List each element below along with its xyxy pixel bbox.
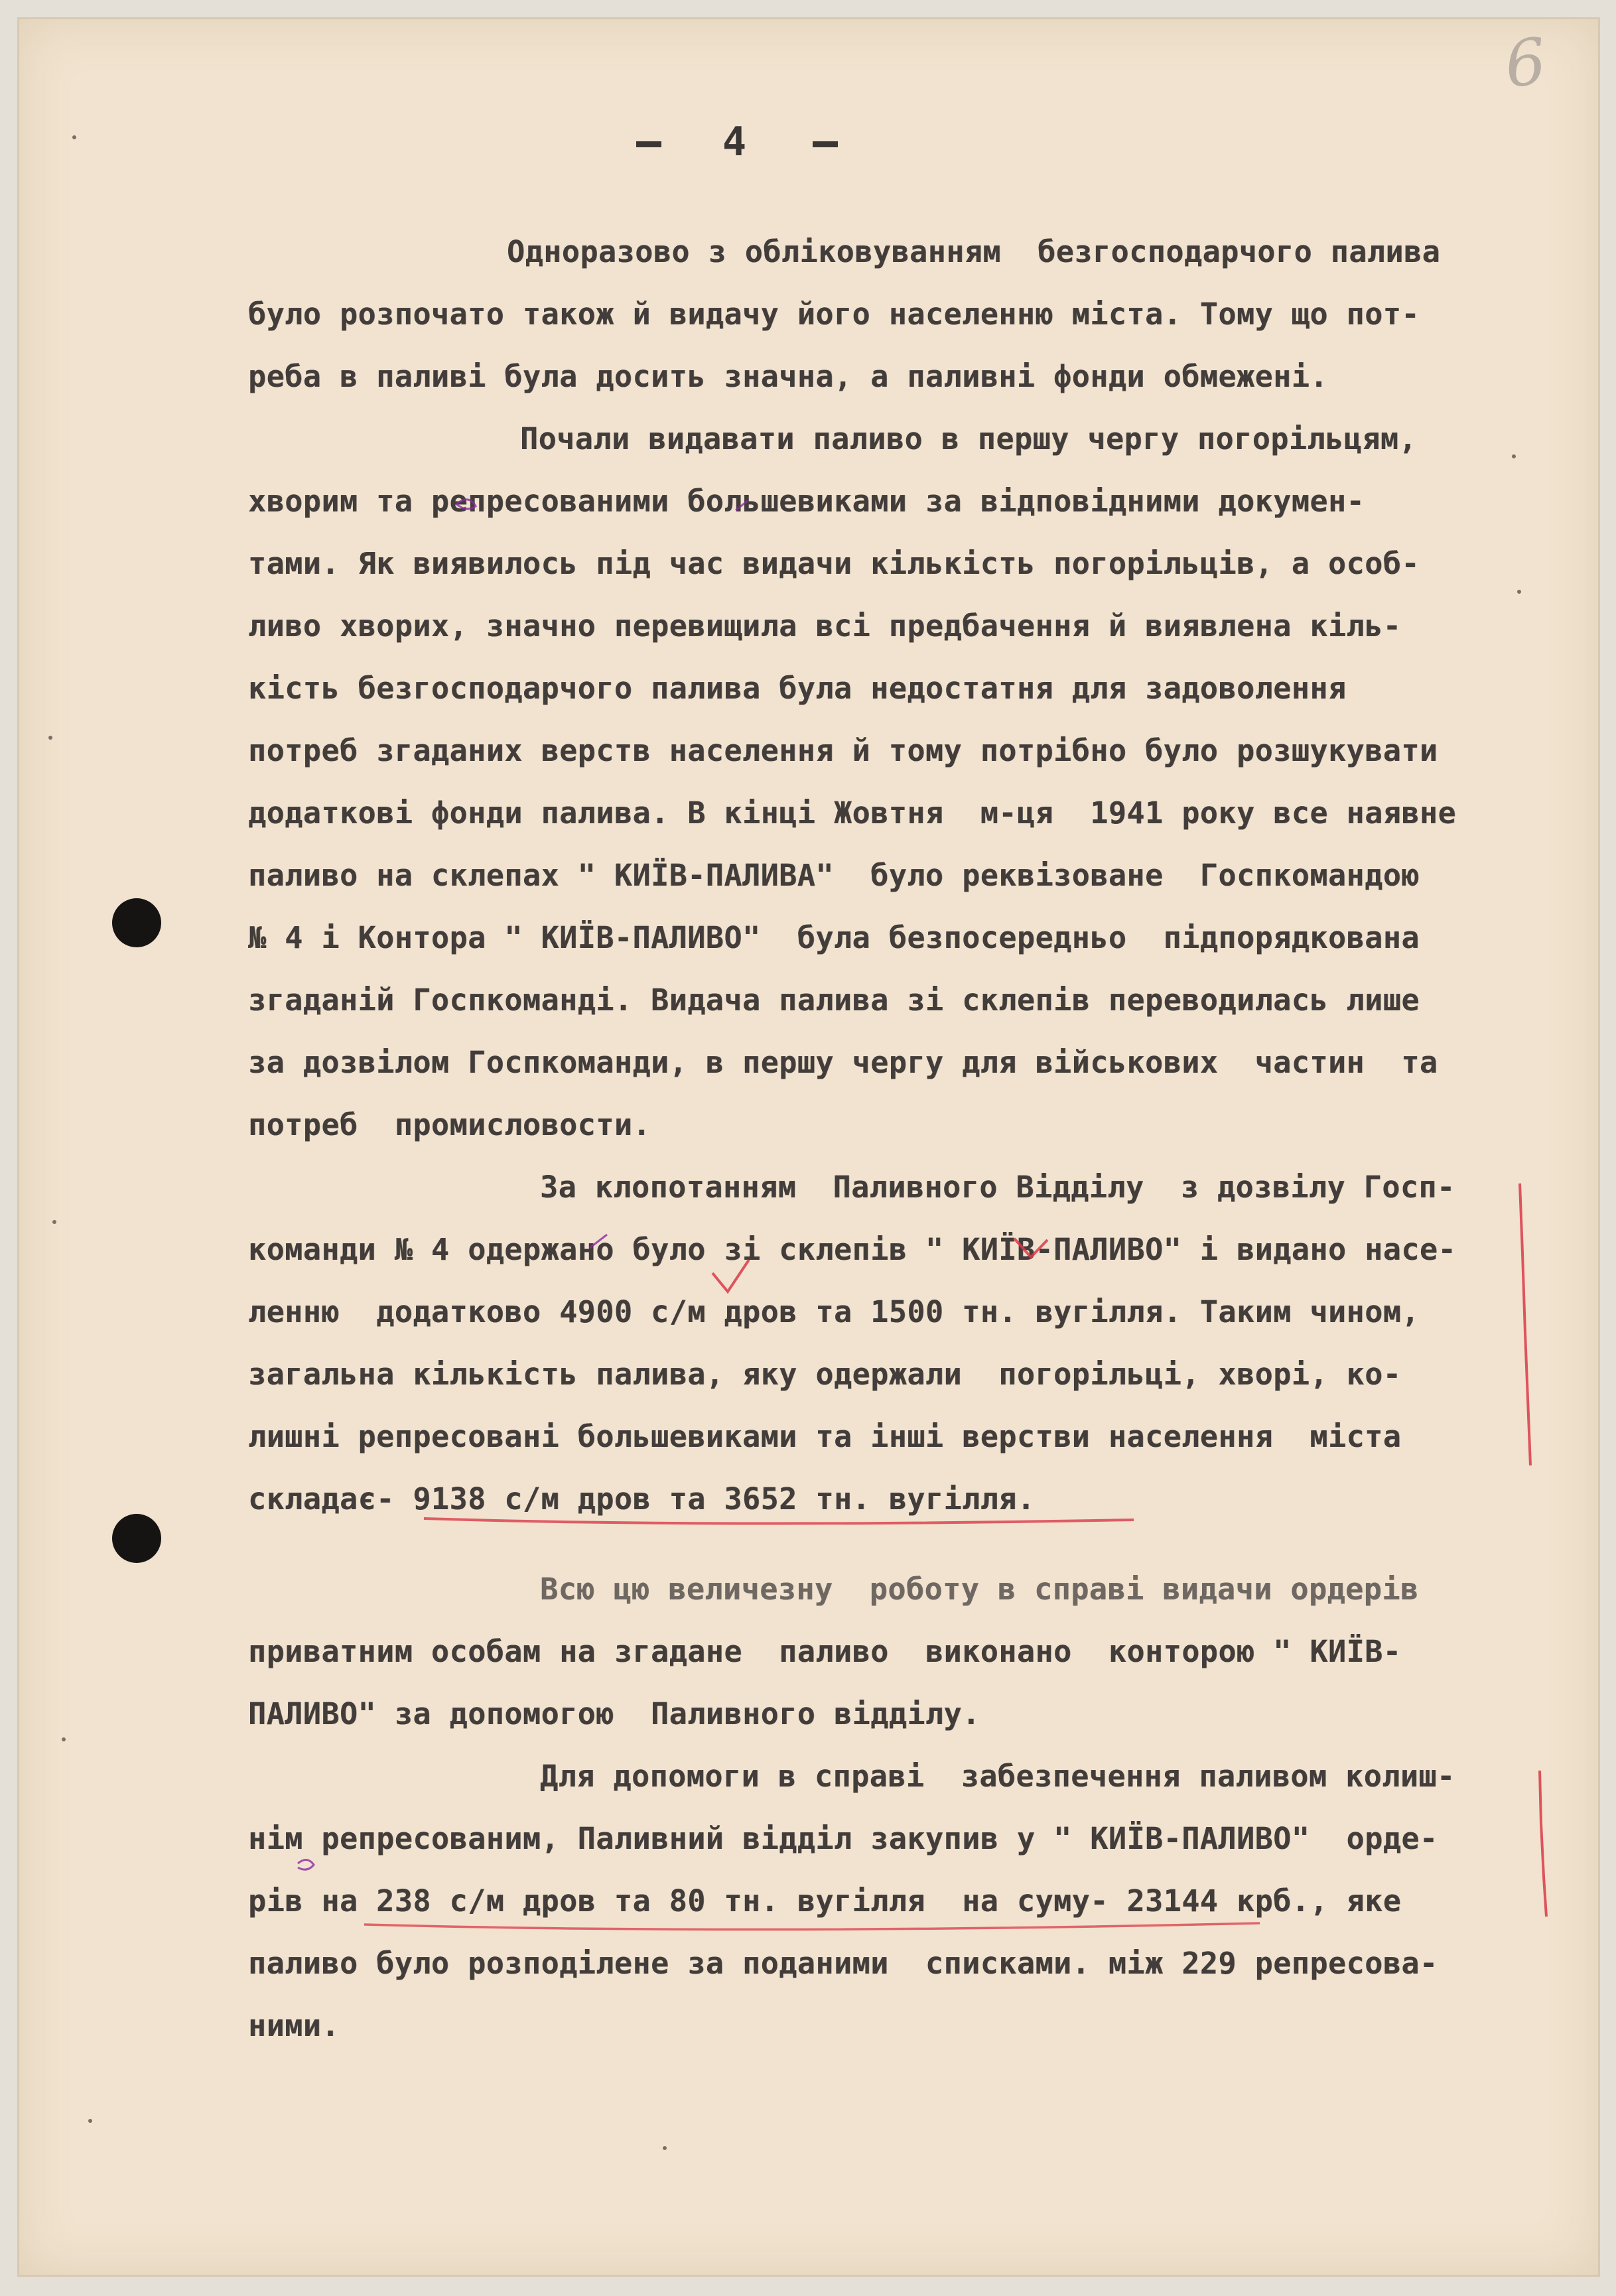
violet-correction-3 xyxy=(590,1235,607,1248)
paragraph-2-line-6: потреб згаданих верств населення й тому потрібно було розшукувати xyxy=(248,733,1438,768)
paragraph-3-line-4: загальна кількість палива, яку одержали погорільці, хворі, ко- xyxy=(248,1357,1402,1392)
paragraph-1-line-3: реба в паливі була досить значна, а паливні фонди обмежені. xyxy=(248,359,1328,394)
red-underline-totals xyxy=(424,1519,1134,1524)
paragraph-3-line-6: складає- 9138 с/м дров та 3652 тн. вугілля. xyxy=(248,1481,1036,1517)
paragraph-2-line-8: паливо на склепах " КИЇВ-ПАЛИВА" було реквізоване Госпкомандою xyxy=(248,858,1420,893)
paragraph-3-line-1: За клопотанням Паливного Відділу з дозвілу Госп- xyxy=(540,1170,1455,1205)
paragraph-5-line-1: Для допомоги в справі забезпечення паливом колиш- xyxy=(540,1759,1455,1794)
paragraph-2-line-5: кість безгосподарчого палива була недостатня для задоволення xyxy=(248,671,1347,706)
document-page xyxy=(17,17,1600,2277)
paragraph-3-line-2: команди № 4 одержано було зі склепів " КИЇВ-ПАЛИВО" і видано насе- xyxy=(248,1232,1457,1267)
paragraph-4-line-1: Всю цю величезну роботу в справі видачи ордерів xyxy=(540,1572,1419,1607)
paragraph-2-line-1: Почали видавати паливо в першу чергу погорільцям, xyxy=(520,421,1418,456)
paragraph-2-line-10: згаданій Госпкоманді. Видача палива зі склепів переводилась лише xyxy=(248,982,1420,1018)
archive-pencil-number: 6 xyxy=(1501,24,1550,102)
red-margin-line-lower xyxy=(1540,1771,1546,1917)
red-margin-line-upper xyxy=(1520,1183,1530,1465)
paragraph-2-line-4: ливо хворих, значно перевищила всі предбачення й виявлена кіль- xyxy=(248,608,1402,643)
paragraph-2-line-11: за дозвілом Госпкоманди, в першу чергу для військових частин та xyxy=(248,1045,1438,1080)
paragraph-5-line-4: паливо було розподілене за поданими списками. між 229 репресова- xyxy=(248,1946,1438,1981)
paragraph-3-line-3: ленню додатково 4900 с/м дров та 1500 тн. вугілля. Таким чином, xyxy=(248,1294,1420,1329)
violet-correction-1 xyxy=(456,500,476,509)
paragraph-2-line-9: № 4 і Контора " КИЇВ-ПАЛИВО" була безпосередньо підпорядкована xyxy=(248,920,1420,955)
paragraph-5-line-2: нім репресованим, Паливний відділ закупив у " КИЇВ-ПАЛИВО" орде- xyxy=(248,1821,1438,1856)
paragraph-4-line-2: приватним особам на згадане паливо виконано конторою " КИЇВ- xyxy=(248,1634,1402,1669)
pencil-annotations xyxy=(19,19,1598,2275)
red-underline-purchase xyxy=(364,1923,1260,1930)
paragraph-4-line-3: ПАЛИВО" за допомогою Паливного відділу. xyxy=(248,1696,980,1731)
red-check-mark-2 xyxy=(1014,1239,1047,1257)
red-check-mark-1 xyxy=(712,1260,749,1292)
violet-correction-2 xyxy=(736,501,748,510)
paragraph-2-line-3: тами. Як виявилось під час видачи кількість погорільців, а особ- xyxy=(248,546,1420,581)
paragraph-5-line-3: рів на 238 с/м дров та 80 тн. вугілля на суму- 23144 крб., яке xyxy=(248,1883,1402,1919)
paragraph-3-line-5: лишні репресовані большевиками та інші верстви населення міста xyxy=(248,1419,1402,1454)
paragraph-1-line-1: Одноразово з обліковуванням безгосподарчого палива xyxy=(507,234,1441,269)
paragraph-2-line-7: додаткові фонди палива. В кінці Жовтня м-ця 1941 року все наявне xyxy=(248,795,1457,831)
violet-correction-4 xyxy=(298,1859,314,1869)
paragraph-5-line-5: ними. xyxy=(248,2008,340,2043)
paragraph-1-line-2: було розпочато також й видачу його населенню міста. Тому що пот- xyxy=(248,297,1420,332)
paragraph-2-line-12: потреб промисловости. xyxy=(248,1107,651,1142)
paragraph-2-line-2: хворим та репресованими большевиками за відповідними докумен- xyxy=(248,484,1365,519)
page-number-value: 4 xyxy=(722,119,752,165)
